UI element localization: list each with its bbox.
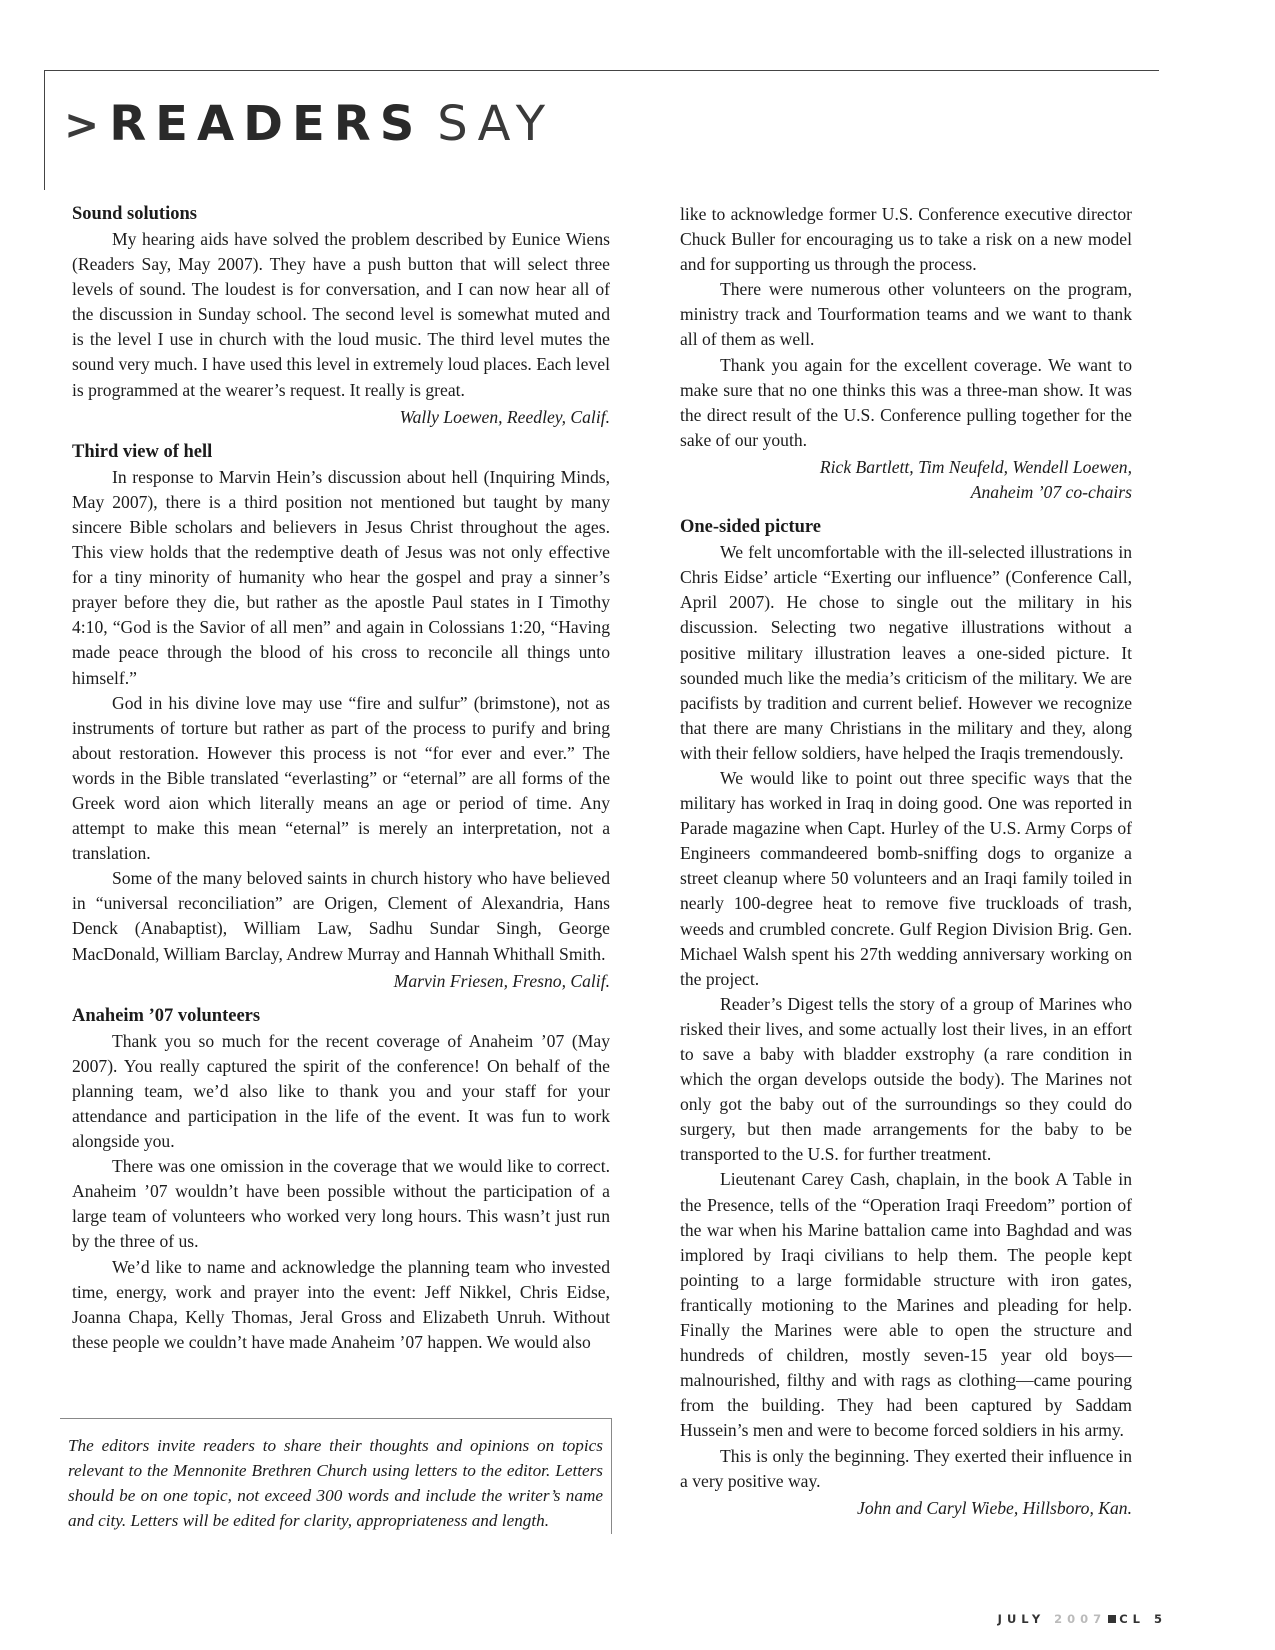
editors-note: The editors invite readers to share their thoughts and opinions on topics relevant to the Mennonite Brethren Church using letters to the editor. Letters should be on one topic, not exceed 300 words and include the writer’s name and city. Letters will be edited for clarity, appropriateness and length.	[60, 1418, 612, 1534]
letter-heading: Third view of hell	[72, 441, 213, 462]
masthead-readers: READERS	[109, 96, 424, 152]
footer-section: CL	[1119, 1612, 1145, 1626]
top-rule	[44, 70, 1159, 71]
letter-paragraph: There was one omission in the coverage that we would like to correct. Anaheim ’07 wouldn’t have been possible without the participation of a large team of volunteers who worked very long hours. This wasn’t just run by the three of us.	[72, 1156, 610, 1252]
masthead-say: SAY	[437, 96, 555, 152]
left-rule	[44, 70, 45, 190]
letter-paragraph: Some of the many beloved saints in church history who have believed in “universal reconciliation” are Origen, Clement of Alexandria, Hans Denck (Anabaptist), William Law, Sadhu Sundar Singh, George MacDonald, William Barclay, Andrew Murray and Hannah Whithall Smith.	[72, 868, 610, 964]
letter-paragraph: My hearing aids have solved the problem described by Eunice Wiens (Readers Say, May 2007). They have a push button that will select three levels of sound. The loudest is for conversation, and I can now hear all of the discussion in Sunday school. The second level is somewhat muted and is the level I use in church with the loud music. The third level mutes the sound very much. I have used this level in extremely loud places. Each level is programmed at the wearer’s request. It really is great.	[72, 229, 610, 400]
spacer	[72, 994, 610, 1004]
left-column	[72, 202, 610, 1355]
footer-month: JULY	[997, 1612, 1046, 1626]
footer-year: 2007	[1054, 1612, 1107, 1626]
footer-page-number: 5	[1153, 1612, 1167, 1626]
letter-signature: John and Caryl Wiebe, Hillsboro, Kan.	[857, 1497, 1132, 1518]
letter-paragraph: Thank you so much for the recent coverage of Anaheim ’07 (May 2007). You really captured the spirit of the conference! On behalf of the planning team, we’d also like to thank you and your staff for your attendance and participation in the life of the event. It was fun to work alongside you.	[72, 1030, 610, 1152]
letter-heading: One-sided picture	[680, 517, 821, 538]
letter-paragraph-continued: like to acknowledge former U.S. Conference executive director Chuck Buller for encouraging us to take a risk on a new model and for supporting us through the process.	[680, 204, 1132, 275]
letter-signature: Wally Loewen, Reedley, Calif.	[399, 406, 610, 427]
letter-paragraph: We would like to point out three specific ways that the military has worked in Iraq in doing good. One was reported in Parade magazine when Capt. Hurley of the U.S. Army Corps of Engineers commandeered bomb-sniffing dogs to organize a street cleanup where 50 volunteers and an Iraqi family toiled in nearly 100-degree heat to remove five truckloads of trash, weeds and crumbled concrete. Gulf Region Division Brig. Gen. Michael Walsh spent his 27th wedding anniversary working on the project.	[680, 767, 1132, 989]
letter-paragraph: There were numerous other volunteers on the program, ministry track and Tourformation teams and we want to thank all of them as well.	[680, 279, 1132, 350]
letter-paragraph: In response to Marvin Hein’s discussion about hell (Inquiring Minds, May 2007), there is a third position not mentioned but taught by many sincere Bible scholars and believers in Jesus Christ throughout the ages. This view holds that the redemptive death of Jesus was not only effective for a tiny minority of humanity who hear the gospel and pray a sinner’s prayer before they die, but rather as the apostle Paul states in I Timothy 4:10, “God is the Savior of all men” and again in Colossians 1:20, “Having made peace through the blood of his cross to reconcile all things unto himself.”	[72, 466, 610, 688]
signature-line: Anaheim ’07 co-chairs	[970, 482, 1132, 503]
signature-line: Rick Bartlett, Tim Neufeld, Wendell Loewen,	[819, 456, 1132, 477]
letter-signature: Marvin Friesen, Fresno, Calif.	[393, 970, 610, 991]
letter-paragraph: Thank you again for the excellent coverage. We want to make sure that no one thinks this was a three-man show. It was the direct result of the U.S. Conference pulling together for the sake of our youth.	[680, 354, 1132, 450]
letter-paragraph: Lieutenant Carey Cash, chaplain, in the book A Table in the Presence, tells of the “Operation Iraqi Freedom” portion of the war when his Marine battalion came into Baghdad and was implored by Iraqi civilians to help them. The people kept pointing to a large formidable structure with iron gates, frantically motioning to the Marines and pleading for help. Finally the Marines were able to open the structure and hundreds of children, mostly seven-15 year old boys—malnourished, filthy and with rags as clothing—came pouring from the building. They had been captured by Saddam Hussein’s men and were to become forced soldiers in his army.	[680, 1169, 1132, 1441]
letter-signature	[680, 455, 1132, 505]
right-column	[680, 202, 1132, 1521]
masthead	[64, 96, 554, 152]
page-footer	[998, 1612, 1167, 1626]
spacer	[680, 505, 1132, 515]
letter-heading: Sound solutions	[72, 204, 197, 224]
footer-square-icon	[1108, 1615, 1116, 1623]
letter-paragraph: We felt uncomfortable with the ill-selected illustrations in Chris Eidse’ article “Exerting our influence” (Conference Call, April 2007). He chose to single out the military in his discussion. Selecting two negative illustrations without a positive military illustration leaves a one-sided picture. It sounded much like the media’s criticism of the military. We are pacifists by tradition and current belief. However we recognize that there are many Christians in the military and they, along with their fellow soldiers, have helped the Iraqis tremendously.	[680, 542, 1132, 763]
spacer	[72, 430, 610, 440]
letter-paragraph: This is only the beginning. They exerted their influence in a very positive way.	[680, 1445, 1132, 1491]
masthead-arrow-icon: >	[64, 99, 100, 149]
letter-paragraph: God in his divine love may use “fire and sulfur” (brimstone), not as instruments of torture but rather as part of the process to purify and bring about restoration. However this process is not “for ever and ever.” The words in the Bible translated “everlasting” or “eternal” are all forms of the Greek word aion which literally means an age or period of time. Any attempt to make this mean “eternal” is merely an interpretation, not a translation.	[72, 692, 610, 864]
letter-heading: Anaheim ’07 volunteers	[72, 1005, 261, 1026]
letter-paragraph: We’d like to name and acknowledge the planning team who invested time, energy, work and prayer into the event: Jeff Nikkel, Chris Eidse, Joanna Chapa, Kelly Thomas, Jeral Gross and Elizabeth Unruh. Without these people we couldn’t have made Anaheim ’07 happen. We would also	[72, 1256, 610, 1352]
letter-paragraph: Reader’s Digest tells the story of a group of Marines who risked their lives, and some actually lost their lives, in an effort to save a baby with bladder exstrophy (a rare condition in which the organ develops outside the body). The Marines not only got the baby out of the surroundings so they could do surgery, but then made arrangements for the baby to be transported to the U.S. for further treatment.	[680, 993, 1132, 1165]
